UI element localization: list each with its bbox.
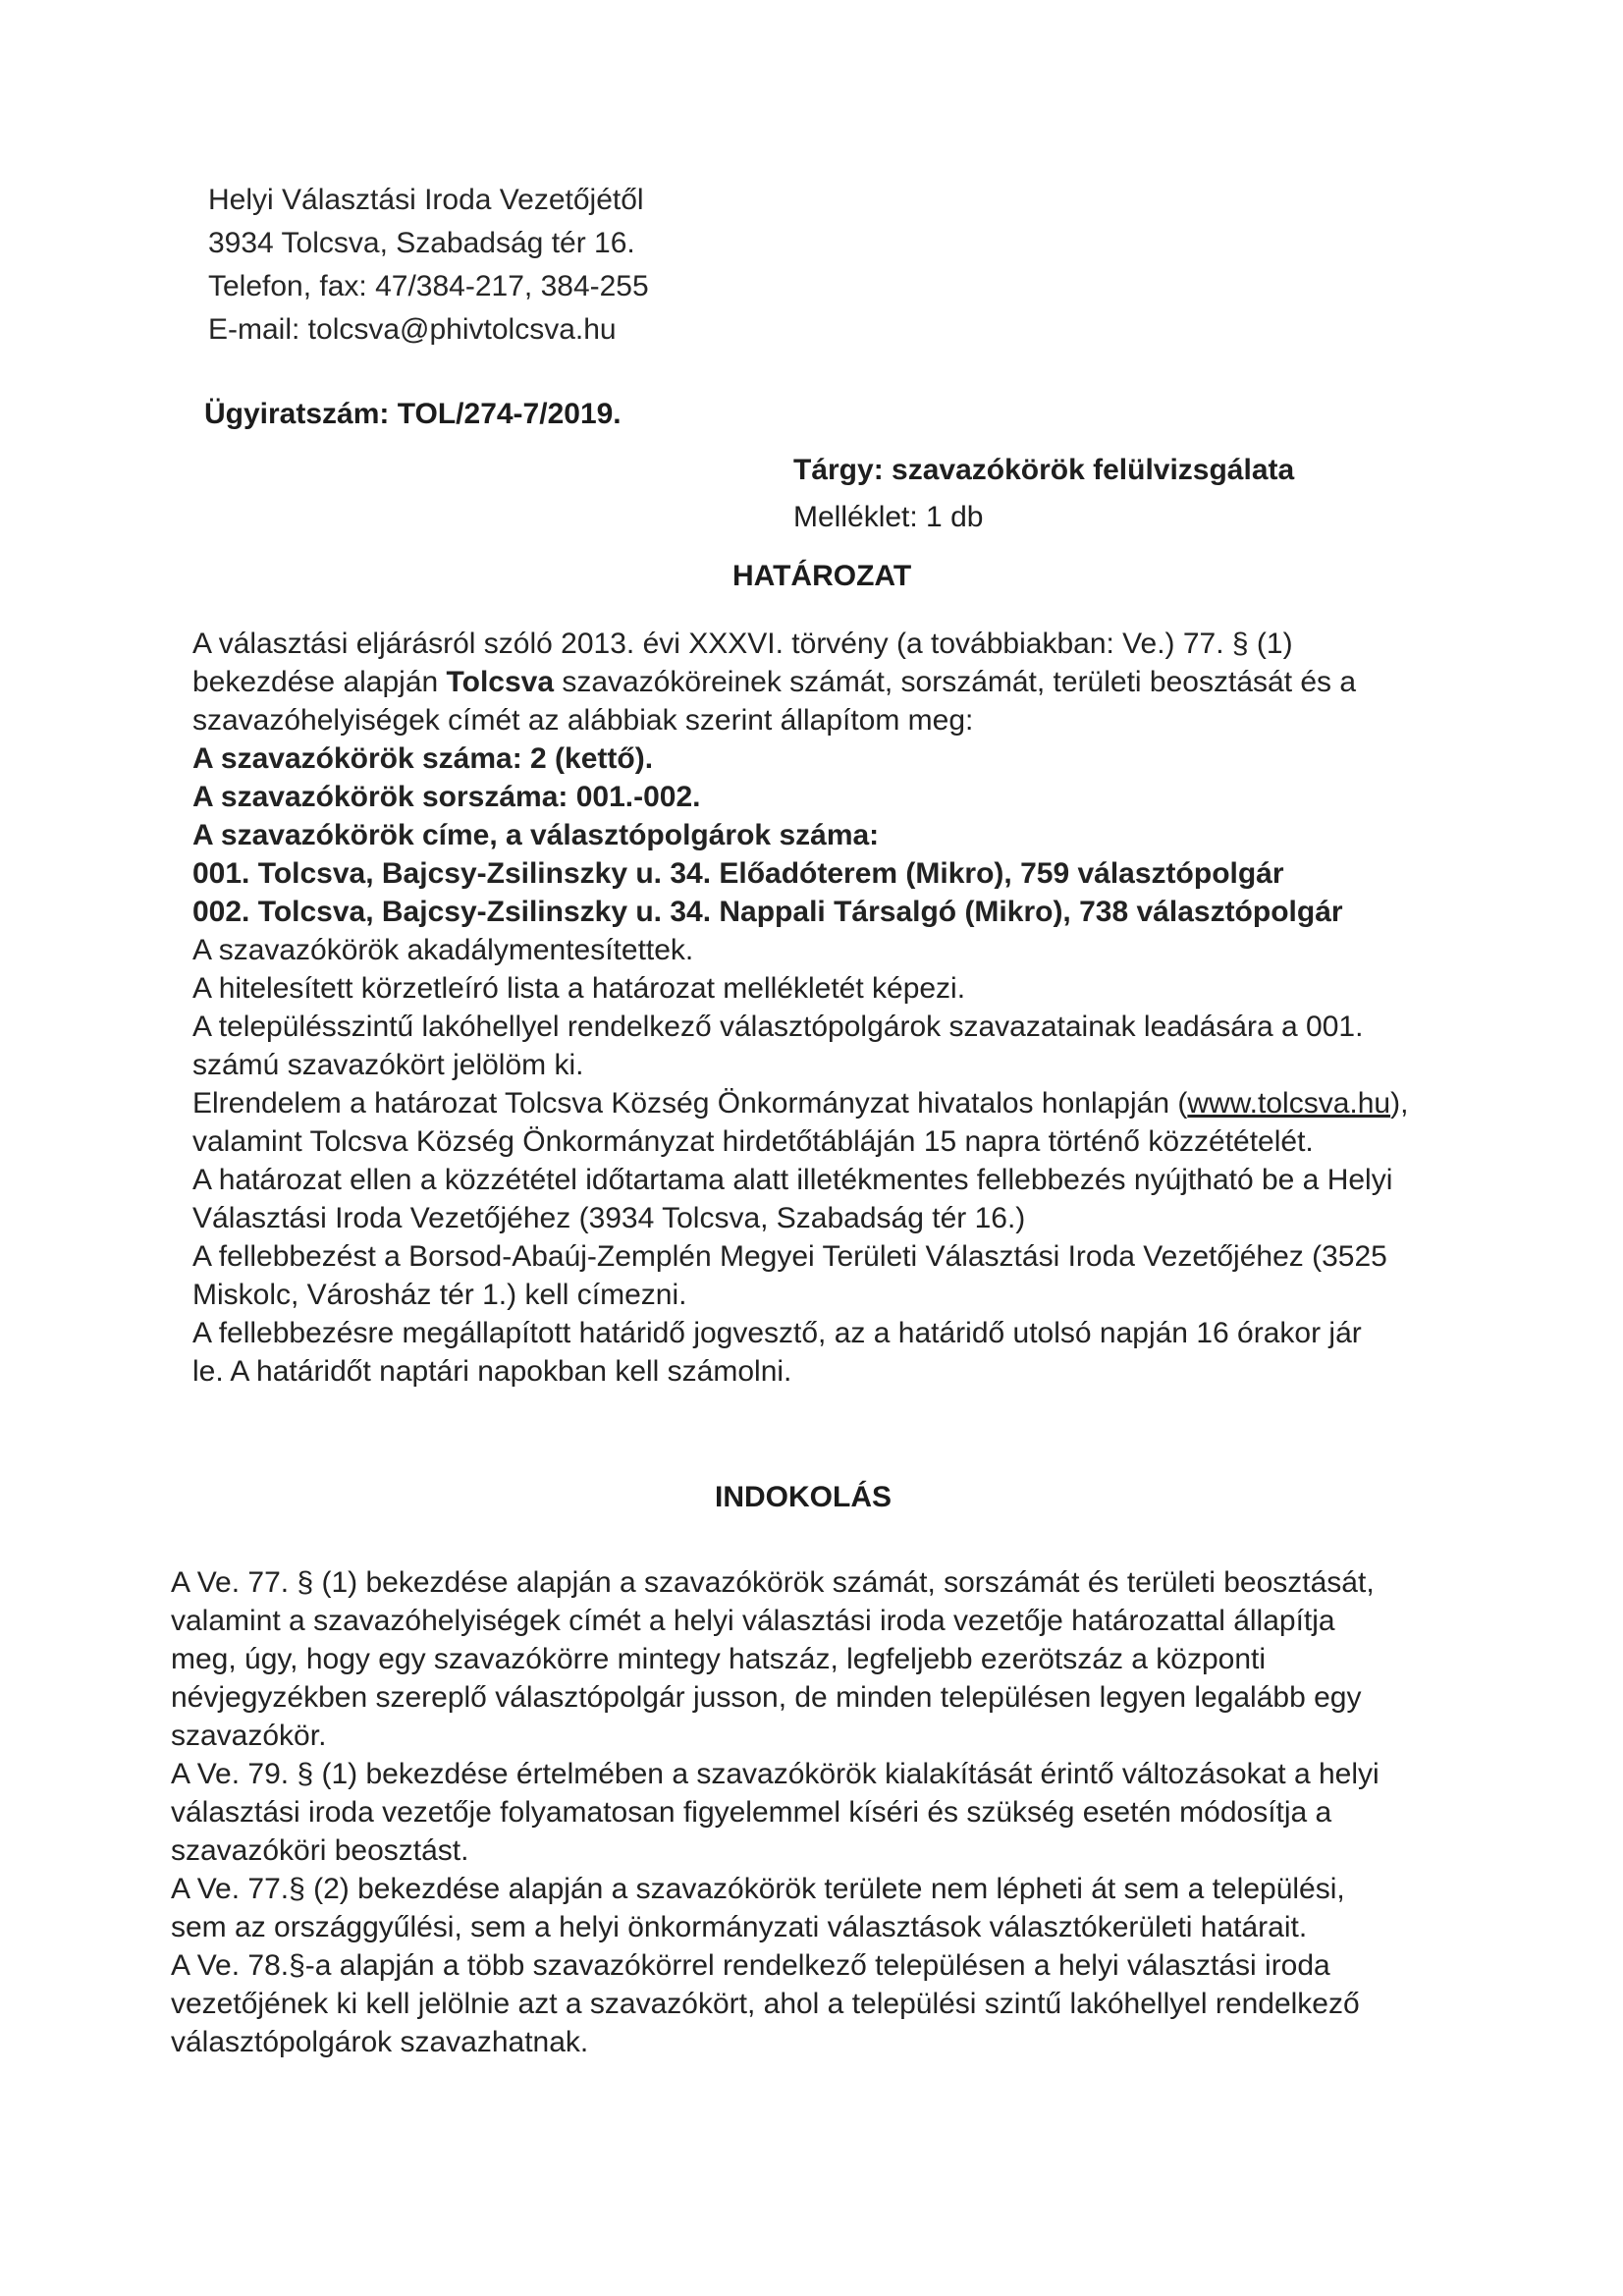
subject-block: [793, 447, 1294, 541]
decision-intro-line-2: [192, 663, 1408, 701]
publication-text: Elrendelem a határozat Tolcsva Község Önkormányzat hivatalos honlapján (: [192, 1087, 1188, 1120]
deadline-line-1: A fellebbezésre megállapított határidő jogvesztő, az a határidő utolsó napján 16 órakor jár: [192, 1317, 1362, 1349]
reasoning-p1-line-4: névjegyzékben szereplő választópolgár jusson, de minden településen legyen legalább egy: [171, 1681, 1362, 1714]
designation-line-2: számú szavazókört jelölöm ki.: [192, 1049, 584, 1081]
attachment-line: Melléklet: 1 db: [793, 501, 984, 533]
sender-office: Helyi Választási Iroda Vezetőjétől: [208, 184, 644, 216]
sender-address: 3934 Tolcsva, Szabadság tér 16.: [208, 227, 635, 259]
district-serials: A szavazókörök sorszáma: 001.-002.: [192, 781, 701, 813]
appeal-line-2: Választási Iroda Vezetőjéhez (3934 Tolcsva, Szabadság tér 16.): [192, 1202, 1026, 1234]
publication-line-1: [192, 1084, 1408, 1122]
decision-intro-line-3: szavazóhelyiségek címét az alábbiak szerint állapítom meg:: [192, 704, 974, 737]
district-001: 001. Tolcsva, Bajcsy-Zsilinszky u. 34. Előadóterem (Mikro), 759 választópolgár: [192, 857, 1284, 890]
case-number: Ügyiratszám: TOL/274-7/2019.: [204, 398, 622, 430]
sender-email: E-mail: tolcsva@phivtolcsva.hu: [208, 313, 617, 346]
reasoning-p4-line-1: A Ve. 78.§-a alapján a több szavazókörrel rendelkező településen a helyi választási iroda: [171, 1949, 1330, 1982]
reasoning-p4-line-2: vezetőjének ki kell jelölnie azt a szavazókört, ahol a települési szintű lakóhellyel rendelkező: [171, 1988, 1360, 2020]
district-002: 002. Tolcsva, Bajcsy-Zsilinszky u. 34. Nappali Társalgó (Mikro), 738 választópolgár: [192, 896, 1343, 928]
annex-statement: A hitelesített körzetleíró lista a határozat mellékletét képezi.: [192, 972, 966, 1005]
designation-line-1: A településszintű lakóhellyel rendelkező választópolgárok szavazatainak leadására a 001.: [192, 1011, 1364, 1043]
reasoning-heading: INDOKOLÁS: [715, 1481, 892, 1513]
sender-block: [208, 179, 649, 352]
reasoning-p2-line-1: A Ve. 79. § (1) bekezdése értelmében a szavazókörök kialakítását érintő változásokat a helyi: [171, 1758, 1380, 1790]
reasoning-p4-line-3: választópolgárok szavazhatnak.: [171, 2026, 589, 2058]
publication-text-end: ),: [1390, 1087, 1409, 1120]
decision-heading: HATÁROZAT: [732, 560, 912, 592]
intro-text: bekezdése alapján: [192, 666, 447, 698]
accessibility-statement: A szavazókörök akadálymentesítettek.: [192, 934, 694, 966]
sender-phone: Telefon, fax: 47/384-217, 384-255: [208, 270, 649, 302]
reasoning-p1-line-5: szavazókör.: [171, 1720, 327, 1752]
appeal-addressee-line-1: A fellebbezést a Borsod-Abaúj-Zemplén Megyei Területi Választási Iroda Vezetőjéhez (3525: [192, 1240, 1387, 1273]
reasoning-p1-line-2: valamint a szavazóhelyiségek címét a helyi választási iroda vezetője határozattal állapítja: [171, 1605, 1335, 1637]
deadline-line-2: le. A határidőt naptári napokban kell számolni.: [192, 1355, 792, 1388]
subject-line: Tárgy: szavazókörök felülvizsgálata: [793, 454, 1295, 486]
reasoning-p1-line-3: meg, úgy, hogy egy szavazókörre mintegy hatszáz, legfeljebb ezerötszáz a központi: [171, 1643, 1267, 1675]
publication-line-2: valamint Tolcsva Község Önkormányzat hirdetőtábláján 15 napra történő közzétételét.: [192, 1125, 1314, 1158]
district-address-heading: A szavazókörök címe, a választópolgárok száma:: [192, 819, 880, 851]
reasoning-p2-line-2: választási iroda vezetője folyamatosan figyelemmel kíséri és szükség esetén módosítja a: [171, 1796, 1332, 1829]
appeal-line-1: A határozat ellen a közzététel időtartama alatt illetékmentes fellebbezés nyújtható be a Helyi: [192, 1164, 1393, 1196]
reasoning-p2-line-3: szavazóköri beosztást.: [171, 1834, 469, 1867]
appeal-addressee-line-2: Miskolc, Városház tér 1.) kell címezni.: [192, 1279, 687, 1311]
website-link[interactable]: www.tolcsva.hu: [1187, 1087, 1391, 1120]
decision-body: [192, 625, 1408, 1391]
intro-text-rest: szavazóköreinek számát, sorszámát, területi beosztását és a: [554, 666, 1357, 698]
municipality-name: Tolcsva: [446, 666, 555, 698]
reasoning-body: [171, 1563, 1380, 2061]
reasoning-p3-line-1: A Ve. 77.§ (2) bekezdése alapján a szavazókörök területe nem lépheti át sem a települési,: [171, 1873, 1345, 1905]
reasoning-p3-line-2: sem az országgyűlési, sem a helyi önkormányzati választások választókerületi határait.: [171, 1911, 1308, 1943]
reasoning-p1-line-1: A Ve. 77. § (1) bekezdése alapján a szavazókörök számát, sorszámát és területi beosztását,: [171, 1566, 1375, 1599]
decision-intro-line-1: A választási eljárásról szóló 2013. évi XXXVI. törvény (a továbbiakban: Ve.) 77. § (1): [192, 628, 1293, 660]
district-count: A szavazókörök száma: 2 (kettő).: [192, 742, 654, 775]
